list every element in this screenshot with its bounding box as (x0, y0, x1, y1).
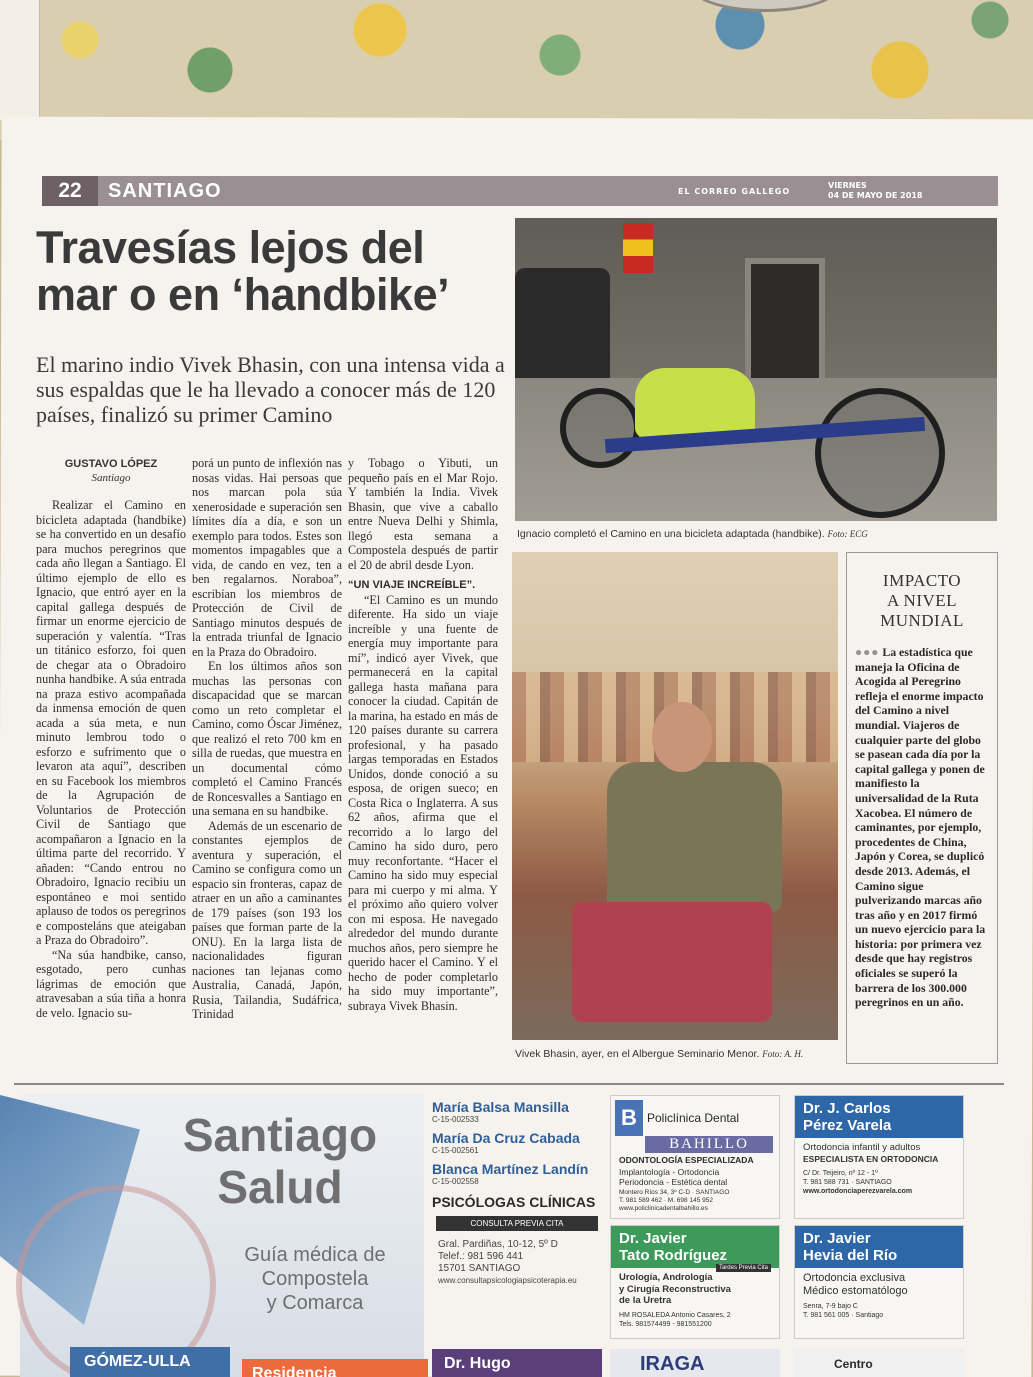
sidebar-title-line-2: A NIVEL (886, 591, 958, 610)
headline-line-2: mar o en ‘handbike’ (36, 269, 450, 320)
perez-varela-ad (794, 1095, 964, 1219)
ad-subtitle-line-3: y Comarca (266, 1292, 364, 1314)
photo-rear-wheel (815, 388, 945, 518)
background-paper-edge (0, 0, 40, 120)
psicologa-name-2: María Da Cruz Cabada (432, 1130, 580, 1146)
ad-subtitle-line-1: Guía médica de (244, 1244, 386, 1266)
bahillo-top (611, 1096, 779, 1140)
perez-address: C/ Dr. Teijeiro, nº 12 - 1º (803, 1170, 878, 1177)
bahillo-web: www.policlinicadentalbahillo.es (619, 1205, 708, 1212)
sidebar-bullets: ●●● (855, 645, 880, 659)
column-2-paragraph-1: porá un punto de inflexión nas nosas vidas. Hai persoas que nos marcan pola súa xenerosidade e superación sen límites día a día, e son un exemplo para todos. Estes son momentos impagables que a vida, de cando en vez, ten a ben regalarnos. Noraboa”, escribían los miembros de Protección de Civil de Santiago minutos después de la entrada triunfal de Ignacio en la Praza do Obradoiro. (192, 456, 342, 659)
psicologas-address-1: Gral. Pardiñas, 10-12, 5º D (438, 1239, 558, 1250)
hevia-name (795, 1226, 963, 1268)
tato-tag: Tardes Previa Cita (716, 1264, 771, 1272)
gomez-ulla-ad: GÓMEZ-ULLA (70, 1347, 230, 1377)
sidebar-box (846, 552, 998, 1064)
page-number: 22 (42, 176, 98, 206)
perez-phone: T. 981 588 731 · SANTIAGO (803, 1179, 892, 1186)
hevia-name-line-1: Dr. Javier (803, 1230, 871, 1247)
photo-front-wheel (560, 388, 640, 468)
dr-hugo-ad: Dr. Hugo (432, 1349, 602, 1377)
psicologas-ad (432, 1095, 602, 1339)
column-1-paragraph-1: Realizar el Camino en bicicleta adaptada (handbike) se ha convertido en un desafío para muchos peregrinos que cada año llegan a Santiago. El último ejemplo de ello es Ignacio, que entró ayer en la capital gallega después de firmar un enorme ejercicio de superación y valentía. “Tras un titánico esforzo, foi quen de chegar ata o Obradoiro nunha handbike. A súa entrada na praza estivo acompañada da inmensa emoción de quen acada a súa meta, e nun minuto lembrou todo o esforzo e sufrimento que o levaron ata aquí”, describen en su Facebook los miembros de la Agrupación de Voluntarios de Protección Civil de Santiago que acompañaron a Ignacio en la última parte del recorrido. Y añaden: “Cando entrou no Obradoiro, Ignacio recibiu un espontáneo e moi sentido aplauso de todos os peregrinos e composteláns que ateigaban a Praza do Obradoiro”. (36, 498, 186, 947)
psicologas-heading: PSICÓLOGAS CLÍNICAS (432, 1194, 596, 1210)
perez-name-line-2: Pérez Varela (803, 1117, 892, 1134)
bahillo-ad (610, 1095, 780, 1219)
tato-rodriguez-ad (610, 1225, 780, 1339)
column-2-paragraph-2: En los últimos años son muchas las personas con discapacidad que se marcan como un reto completar el Camino, como Óscar Jiménez, que realizó el reto 700 km en silla de ruedas, que muestra en un documental cómo completó el Camino Francés de Roncesvalles a Santiago en una semana en su handbike. (192, 659, 342, 818)
psicologa-code-3: C-15-002558 (432, 1177, 479, 1186)
sidebar-title (847, 571, 997, 631)
psicologa-name-1: María Balsa Mansilla (432, 1099, 569, 1115)
hevia-name-line-2: Hevia del Río (803, 1247, 898, 1264)
tato-address: HM ROSALEDA Antonio Casares, 2 (619, 1311, 731, 1319)
photo-person-head (652, 702, 712, 772)
author-byline: GUSTAVO LÓPEZ (64, 458, 158, 470)
bahillo-specialty: ODONTOLOGÍA ESPECIALIZADA (619, 1155, 754, 1165)
psicologas-cita-banner: CONSULTA PREVIA CITA (436, 1216, 598, 1231)
sidebar-title-line-1: IMPACTO (882, 571, 962, 590)
tato-phone: Tels. 981574499 - 981551200 (619, 1320, 712, 1328)
psicologas-address-2: 15701 SANTIAGO (438, 1263, 521, 1274)
column-1-paragraph-2: “Na súa handbike, canso, esgotado, pero cunhas lágrimas de emoción que atravesaban a súa tiña a honra de velo. Ignacio su- (36, 947, 186, 1020)
perez-service-2: ESPECIALISTA EN ORTODONCIA (803, 1153, 939, 1164)
bahillo-service-1: Implantología - Ortodoncia (619, 1167, 720, 1177)
psicologa-code-1: C-15-002533 (432, 1115, 479, 1124)
column-3-subtitle: “UN VIAJE INCREÍBLE”. (348, 579, 476, 591)
advertising-block (14, 1083, 1004, 1377)
bahillo-name: BAHILLO (645, 1136, 773, 1153)
bahillo-services (611, 1165, 779, 1189)
vivek-photo (512, 552, 838, 1040)
ad-subtitle (210, 1243, 420, 1315)
tato-service-1: Urología, Andrología (619, 1272, 713, 1283)
newspaper-name: EL CORREO GALLEGO (678, 186, 791, 196)
ad-title-line-1: Santiago (182, 1109, 378, 1161)
ad-subtitle-line-2: Compostela (261, 1268, 369, 1290)
bahillo-service-2: Periodoncia - Estética dental (619, 1177, 728, 1187)
sidebar-body (847, 631, 997, 1010)
perez-web: www.ortodonciaperezvarela.com (803, 1188, 913, 1195)
tato-name (611, 1226, 779, 1268)
iraga-ad: IRAGA (610, 1349, 780, 1377)
byline-city: Santiago (91, 472, 131, 484)
perez-services (795, 1138, 963, 1169)
perez-name-line-1: Dr. J. Carlos (803, 1100, 891, 1117)
sidebar-title-line-3: MUNDIAL (880, 611, 964, 630)
photo-doorway (745, 258, 825, 388)
psicologa-name-3: Blanca Martínez Landín (432, 1161, 589, 1177)
photo-2-credit: Foto: A. H. (762, 1049, 804, 1059)
issue-weekday: VIERNES (828, 181, 867, 190)
column-3-intro: y Tobago o Yibuti, un pequeño país en el Mar Rojo. Y también la India. Vivek Bhasin, que vive a caballo entre Nueva Delhi y Shimla, llegó esta semana a Compostela después de partir el 20 de abril desde Lyon. (348, 456, 498, 572)
bahillo-address: Montero Ríos 34, 3º C-D · SANTIAGO (619, 1189, 730, 1196)
photo-person-trousers (572, 902, 772, 1022)
article-headline (36, 224, 516, 318)
article-column-1 (36, 498, 186, 1068)
section-name: SANTIAGO (108, 179, 222, 202)
bahillo-title: Policlínica Dental (647, 1111, 740, 1125)
article-column-2 (192, 456, 342, 1068)
psicologas-phone: Telef.: 981 596 441 (438, 1251, 524, 1262)
sidebar-text: La estadística que maneja la Oficina de Acogida al Peregrino refleja el enorme impacto del Camino a nivel mundial. Viajeros de cualquier parte del globo se pasean cada día por la capital gallega y ponen de manifiesto la universalidad de la Ruta Xacobea. El número de caminantes, por ejemplo, procedentes de China, Japón y Corea, se duplicó desde 2013. Además, el Camino sigue pulverizando marcas año tras año y en 2017 firmó un nuevo ejercicio para la historia: por primera vez desde que hay registros oficiales se superó la barrera de los 300.000 peregrinos en un año. (855, 645, 986, 1010)
ad-title-line-2: Salud (217, 1161, 343, 1213)
psicologas-web: www.consultapsicologiapsicoterapia.eu (438, 1276, 577, 1285)
hevia-address: Senra, 7-9 bajo C (803, 1303, 858, 1310)
photo-1-credit: Foto: ECG (827, 529, 868, 539)
residencia-ad: Residencia (242, 1359, 428, 1377)
photo-1-caption-text: Ignacio completó el Camino en una bicicleta adaptada (handbike). (517, 528, 825, 540)
photo-2-caption-text: Vivek Bhasin, ayer, en el Albergue Seminario Menor. (515, 1048, 760, 1060)
hevia-service-1: Ortodoncia exclusiva (803, 1272, 906, 1284)
issue-date (828, 181, 998, 201)
hevia-del-rio-ad (794, 1225, 964, 1339)
perez-varela-name (795, 1096, 963, 1138)
photo-car (515, 268, 610, 388)
photo-1-caption (517, 528, 868, 540)
issue-date-text: 04 DE MAYO DE 2018 (828, 191, 923, 200)
ad-title (140, 1109, 420, 1213)
hevia-services (795, 1268, 963, 1302)
hevia-phone: T. 981 561 005 · Santiago (803, 1312, 884, 1319)
column-3-body: “El Camino es un mundo diferente. Ha sido un viaje increíble y una fuente de energía muy importante para mí”, indicó ayer Vivek, que permanecerá en la capital gallega hasta mañana para conocer la ciudad. Capitán de la marina, ha estado en más de 120 países durante su carrera profesional, y ha pasado largas temporadas en Estados Unidos, donde conoció a su esposa, de origen sueco; en Costa Rica o Inglaterra. A sus 62 años, afirma que el recorrido a lo largo del Camino ha sido duro, pero muy reconfortante. “Hacer el Camino ha sido muy especial para mi cuerpo y mi alma. Y el próximo año quiero volver con mi esposa. He navegado alrededor del mundo durante muchos años, pero siempre he querido hacer el Camino. Y el hecho de poder completarlo ha sido muy importante”, subraya Vivek Bhasin. (348, 592, 498, 1013)
tato-name-line-2: Tato Rodríguez (619, 1247, 728, 1264)
hevia-service-2: Médico estomatólogo (803, 1285, 908, 1297)
handbike-photo (515, 218, 997, 521)
perez-service-1: Ortodoncia infantil y adultos (803, 1142, 921, 1153)
article-subhead: El marino indio Vivek Bhasin, con una intensa vida a sus espaldas que le ha llevado a conocer más de 120 países, finalizó su primer Camino (36, 352, 505, 427)
photo-2-caption (515, 1048, 803, 1060)
bahillo-phone: T. 981 589 462 · M. 698 145 952 (619, 1197, 713, 1204)
bahillo-logo-icon: B (615, 1100, 643, 1136)
section-header (42, 176, 998, 206)
tato-service-2: y Cirugía Reconstructiva (619, 1283, 731, 1295)
photo-person-jacket (607, 762, 782, 912)
column-2-paragraph-3: Además de un escenario de constantes ejemplos de aventura y superación, el Camino se configura como un espacio sin fronteras, capaz de atraer en un año a caminantes de 179 países (son 193 los países que forman parte de la ONU). En la larga lista de nacionalidades figuran naciones tan lejanas como Australia, Canadá, Japón, Rusia, Tailandia, Sudáfrica, Trinidad (192, 818, 342, 1021)
tato-name-line-1: Dr. Javier (619, 1230, 687, 1247)
centro-ad: Centro (794, 1349, 964, 1377)
psicologa-code-2: C-15-002561 (432, 1146, 479, 1155)
article-column-3 (348, 456, 498, 1068)
tato-services (611, 1268, 779, 1311)
photo-rider (635, 368, 755, 438)
tato-service-3: de la Uretra (619, 1295, 672, 1306)
santiago-salud-ad (20, 1095, 424, 1377)
photo-spanish-flag (623, 223, 653, 273)
headline-line-1: Travesías lejos del (36, 222, 425, 273)
